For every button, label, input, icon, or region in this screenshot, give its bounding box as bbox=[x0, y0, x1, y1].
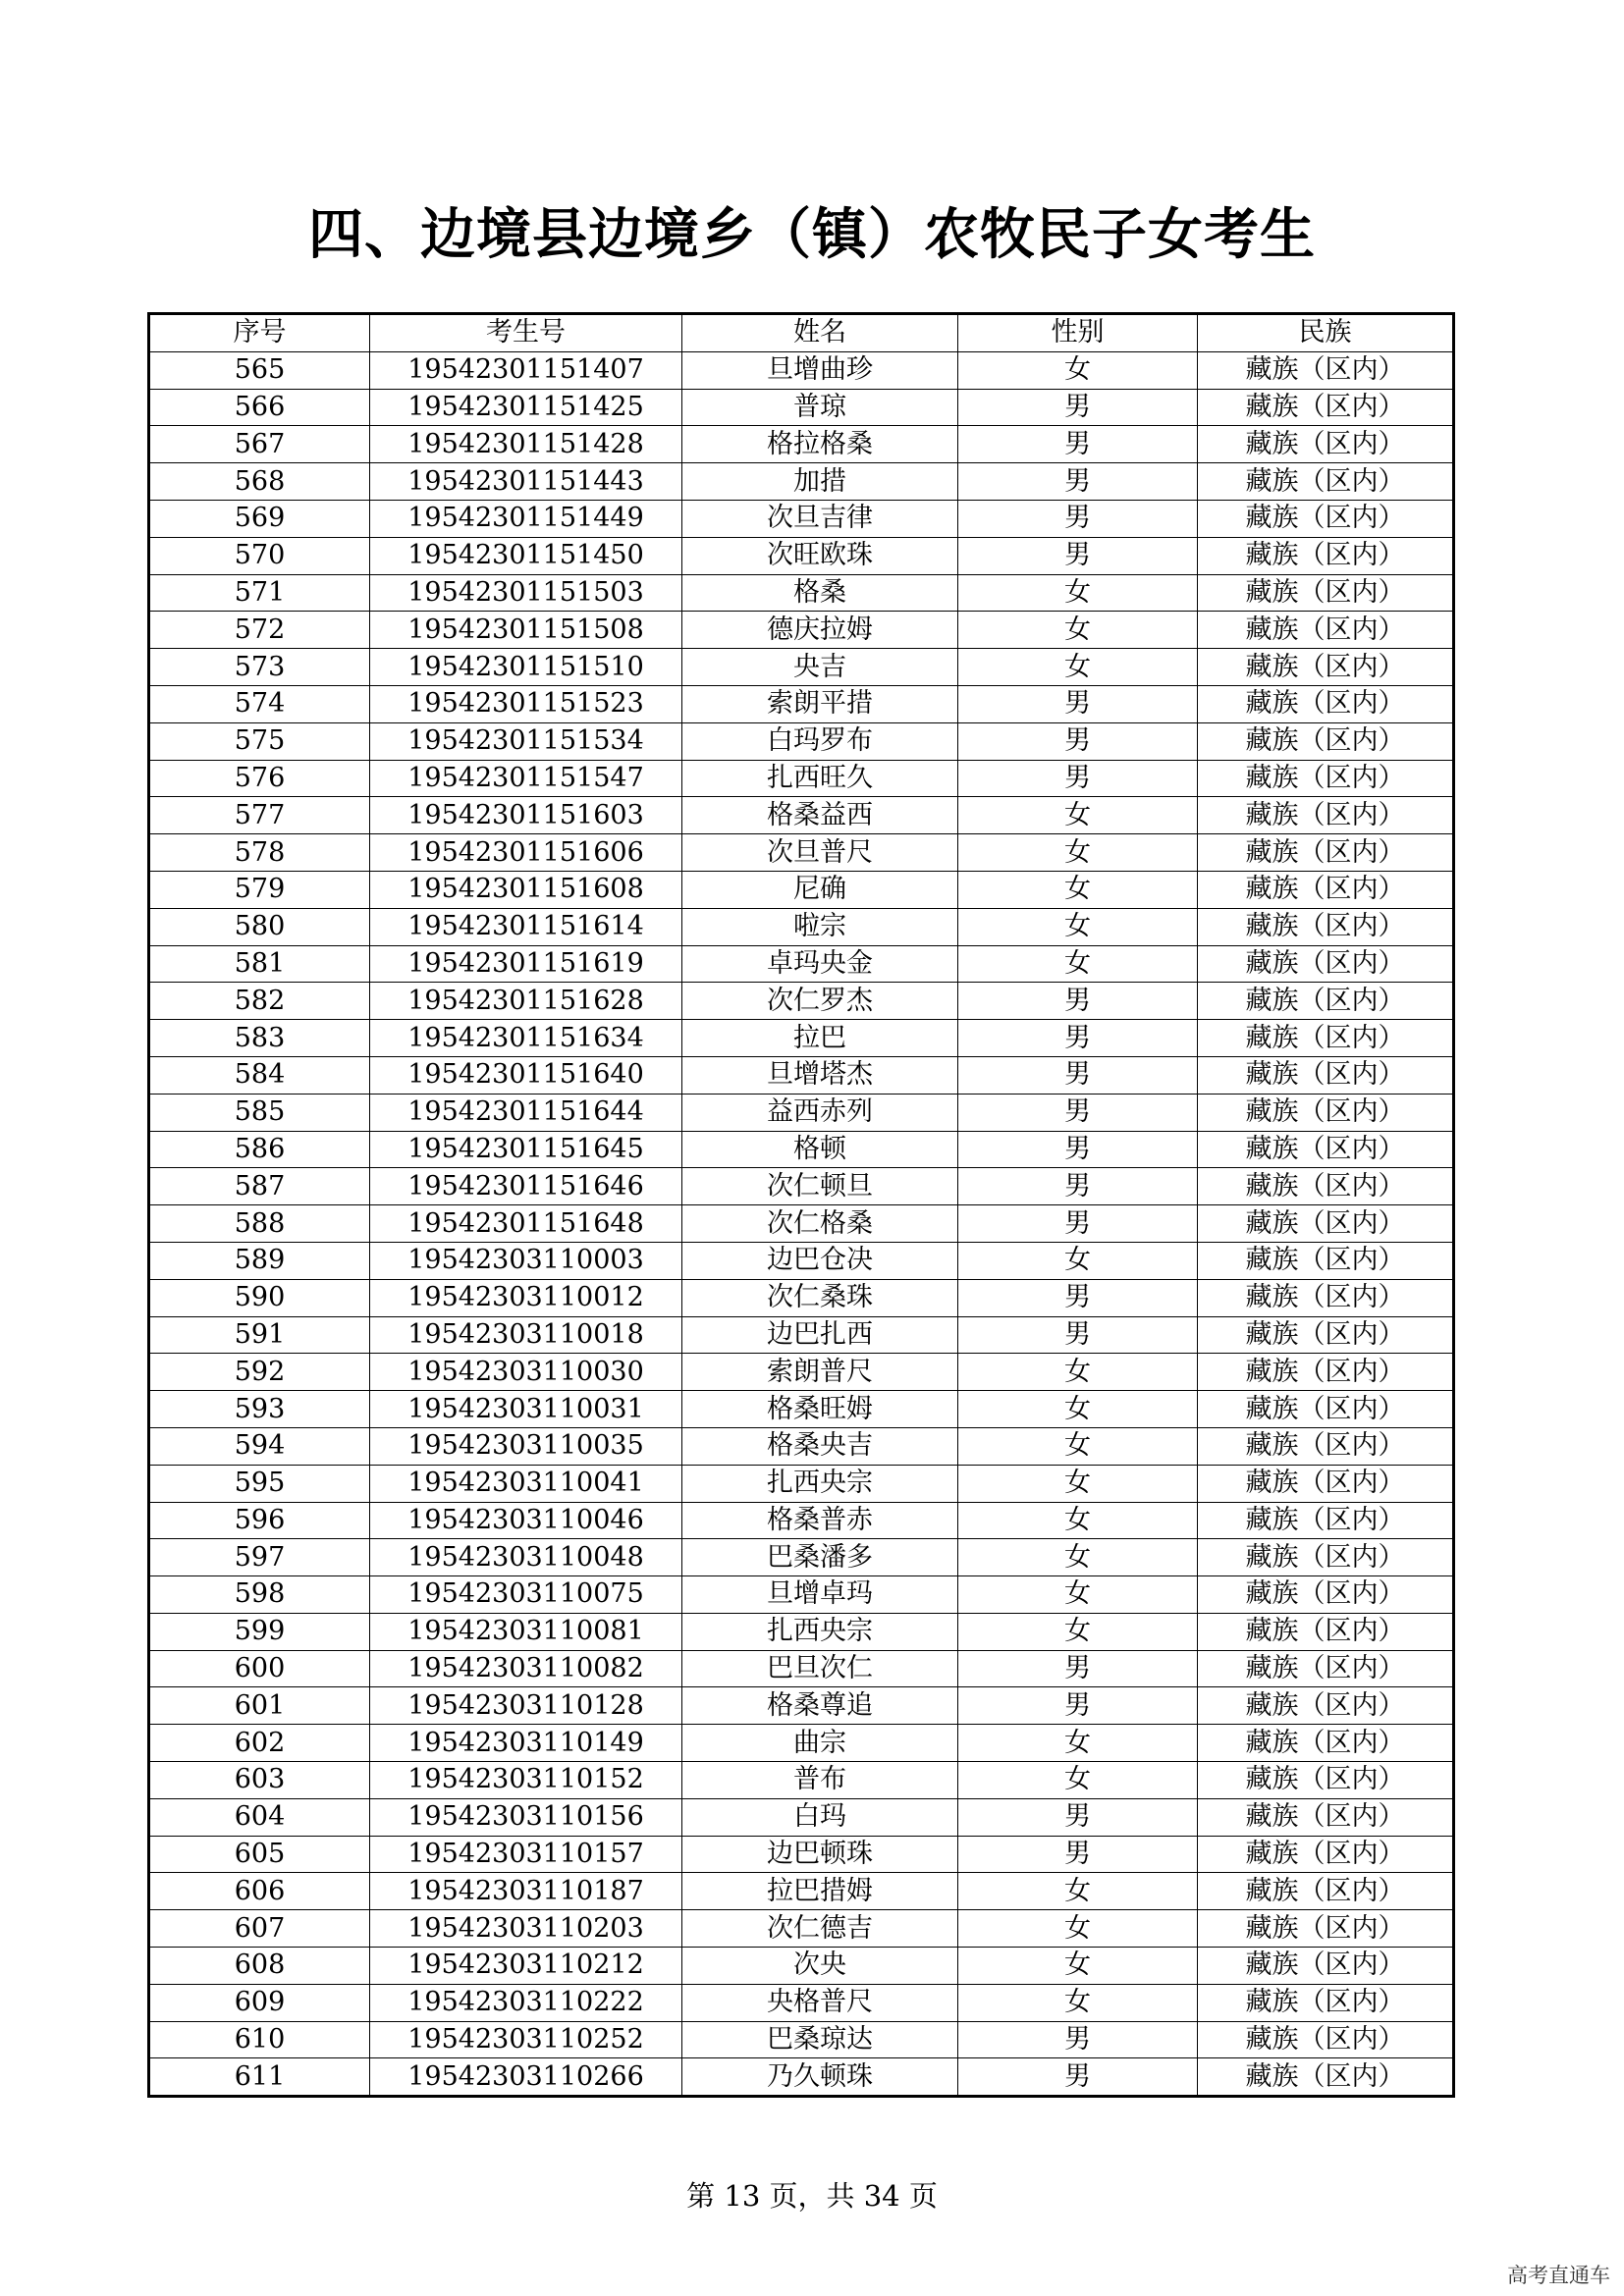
header-name: 姓名 bbox=[682, 314, 958, 352]
table-row bbox=[149, 1502, 1454, 1539]
cell-gender: 女 bbox=[958, 1984, 1198, 2021]
cell-ethnicity: 藏族（区内） bbox=[1198, 2058, 1454, 2097]
cell-serial: 599 bbox=[149, 1613, 370, 1650]
cell-ethnicity: 藏族（区内） bbox=[1198, 463, 1454, 501]
table-row bbox=[149, 537, 1454, 574]
cell-ethnicity: 藏族（区内） bbox=[1198, 1910, 1454, 1948]
cell-name: 扎西旺久 bbox=[682, 760, 958, 797]
cell-serial: 586 bbox=[149, 1131, 370, 1168]
cell-gender: 女 bbox=[958, 1613, 1198, 1650]
cell-ethnicity: 藏族（区内） bbox=[1198, 2021, 1454, 2058]
cell-gender: 女 bbox=[958, 1242, 1198, 1279]
table-row bbox=[149, 1427, 1454, 1465]
cell-name: 尼确 bbox=[682, 871, 958, 908]
cell-ethnicity: 藏族（区内） bbox=[1198, 1465, 1454, 1502]
cell-exam-number: 19542301151407 bbox=[370, 351, 682, 389]
cell-ethnicity: 藏族（区内） bbox=[1198, 722, 1454, 760]
cell-exam-number: 19542303110149 bbox=[370, 1725, 682, 1762]
cell-gender: 女 bbox=[958, 1576, 1198, 1614]
cell-exam-number: 19542303110203 bbox=[370, 1910, 682, 1948]
cell-exam-number: 19542303110035 bbox=[370, 1427, 682, 1465]
cell-exam-number: 19542301151648 bbox=[370, 1205, 682, 1243]
table-row bbox=[149, 1168, 1454, 1205]
cell-gender: 女 bbox=[958, 945, 1198, 983]
cell-gender: 女 bbox=[958, 351, 1198, 389]
cell-exam-number: 19542301151547 bbox=[370, 760, 682, 797]
cell-gender: 男 bbox=[958, 389, 1198, 426]
cell-gender: 男 bbox=[958, 426, 1198, 463]
table-row bbox=[149, 1910, 1454, 1948]
cell-gender: 女 bbox=[958, 1391, 1198, 1428]
cell-exam-number: 19542301151628 bbox=[370, 983, 682, 1020]
header-gender: 性别 bbox=[958, 314, 1198, 352]
cell-exam-number: 19542301151449 bbox=[370, 500, 682, 537]
table-row bbox=[149, 2058, 1454, 2097]
table-row bbox=[149, 463, 1454, 501]
cell-serial: 588 bbox=[149, 1205, 370, 1243]
cell-serial: 597 bbox=[149, 1539, 370, 1576]
cell-exam-number: 19542301151614 bbox=[370, 908, 682, 945]
cell-gender: 男 bbox=[958, 983, 1198, 1020]
cell-ethnicity: 藏族（区内） bbox=[1198, 1576, 1454, 1614]
cell-serial: 565 bbox=[149, 351, 370, 389]
cell-name: 次仁桑珠 bbox=[682, 1279, 958, 1316]
cell-serial: 587 bbox=[149, 1168, 370, 1205]
table-row bbox=[149, 983, 1454, 1020]
cell-gender: 男 bbox=[958, 722, 1198, 760]
cell-name: 次仁顿旦 bbox=[682, 1168, 958, 1205]
cell-exam-number: 19542303110081 bbox=[370, 1613, 682, 1650]
cell-gender: 男 bbox=[958, 1650, 1198, 1687]
cell-ethnicity: 藏族（区内） bbox=[1198, 1613, 1454, 1650]
cell-name: 格桑央吉 bbox=[682, 1427, 958, 1465]
header-exam-number: 考生号 bbox=[370, 314, 682, 352]
table-row bbox=[149, 649, 1454, 686]
table-row bbox=[149, 2021, 1454, 2058]
cell-serial: 611 bbox=[149, 2058, 370, 2097]
candidate-table bbox=[147, 312, 1455, 2098]
cell-ethnicity: 藏族（区内） bbox=[1198, 612, 1454, 649]
cell-name: 格桑尊追 bbox=[682, 1687, 958, 1725]
cell-ethnicity: 藏族（区内） bbox=[1198, 1836, 1454, 1873]
cell-serial: 578 bbox=[149, 834, 370, 872]
cell-name: 德庆拉姆 bbox=[682, 612, 958, 649]
cell-serial: 593 bbox=[149, 1391, 370, 1428]
cell-serial: 581 bbox=[149, 945, 370, 983]
cell-serial: 582 bbox=[149, 983, 370, 1020]
cell-name: 格顿 bbox=[682, 1131, 958, 1168]
cell-ethnicity: 藏族（区内） bbox=[1198, 1020, 1454, 1057]
cell-name: 曲宗 bbox=[682, 1725, 958, 1762]
cell-name: 边巴顿珠 bbox=[682, 1836, 958, 1873]
cell-ethnicity: 藏族（区内） bbox=[1198, 1354, 1454, 1391]
cell-name: 普琼 bbox=[682, 389, 958, 426]
cell-exam-number: 19542301151634 bbox=[370, 1020, 682, 1057]
cell-name: 格拉格桑 bbox=[682, 426, 958, 463]
table-row bbox=[149, 1242, 1454, 1279]
cell-name: 拉巴 bbox=[682, 1020, 958, 1057]
cell-serial: 568 bbox=[149, 463, 370, 501]
cell-exam-number: 19542301151508 bbox=[370, 612, 682, 649]
cell-name: 格桑 bbox=[682, 574, 958, 612]
cell-gender: 女 bbox=[958, 612, 1198, 649]
cell-gender: 女 bbox=[958, 1354, 1198, 1391]
cell-name: 次旦普尺 bbox=[682, 834, 958, 872]
cell-ethnicity: 藏族（区内） bbox=[1198, 1316, 1454, 1354]
cell-gender: 男 bbox=[958, 1205, 1198, 1243]
cell-ethnicity: 藏族（区内） bbox=[1198, 574, 1454, 612]
cell-ethnicity: 藏族（区内） bbox=[1198, 426, 1454, 463]
cell-serial: 606 bbox=[149, 1873, 370, 1910]
cell-name: 白玛罗布 bbox=[682, 722, 958, 760]
cell-name: 索朗普尺 bbox=[682, 1354, 958, 1391]
cell-name: 加措 bbox=[682, 463, 958, 501]
cell-serial: 569 bbox=[149, 500, 370, 537]
cell-serial: 567 bbox=[149, 426, 370, 463]
cell-gender: 男 bbox=[958, 1316, 1198, 1354]
cell-exam-number: 19542301151443 bbox=[370, 463, 682, 501]
cell-gender: 女 bbox=[958, 1725, 1198, 1762]
cell-serial: 573 bbox=[149, 649, 370, 686]
cell-name: 次央 bbox=[682, 1948, 958, 1985]
cell-name: 普布 bbox=[682, 1762, 958, 1799]
cell-gender: 男 bbox=[958, 1020, 1198, 1057]
cell-ethnicity: 藏族（区内） bbox=[1198, 351, 1454, 389]
cell-serial: 590 bbox=[149, 1279, 370, 1316]
cell-ethnicity: 藏族（区内） bbox=[1198, 537, 1454, 574]
cell-exam-number: 19542303110212 bbox=[370, 1948, 682, 1985]
cell-name: 扎西央宗 bbox=[682, 1613, 958, 1650]
cell-ethnicity: 藏族（区内） bbox=[1198, 1056, 1454, 1094]
cell-name: 次仁格桑 bbox=[682, 1205, 958, 1243]
cell-name: 旦增卓玛 bbox=[682, 1576, 958, 1614]
cell-exam-number: 19542303110018 bbox=[370, 1316, 682, 1354]
cell-serial: 604 bbox=[149, 1798, 370, 1836]
table-row bbox=[149, 1316, 1454, 1354]
table-row bbox=[149, 1613, 1454, 1650]
cell-ethnicity: 藏族（区内） bbox=[1198, 1762, 1454, 1799]
table-row bbox=[149, 1279, 1454, 1316]
cell-serial: 598 bbox=[149, 1576, 370, 1614]
cell-exam-number: 19542303110266 bbox=[370, 2058, 682, 2097]
cell-serial: 595 bbox=[149, 1465, 370, 1502]
cell-gender: 男 bbox=[958, 1094, 1198, 1131]
cell-serial: 566 bbox=[149, 389, 370, 426]
cell-serial: 580 bbox=[149, 908, 370, 945]
cell-serial: 572 bbox=[149, 612, 370, 649]
cell-serial: 602 bbox=[149, 1725, 370, 1762]
cell-ethnicity: 藏族（区内） bbox=[1198, 1687, 1454, 1725]
cell-exam-number: 19542301151645 bbox=[370, 1131, 682, 1168]
table-row bbox=[149, 1948, 1454, 1985]
table-row bbox=[149, 722, 1454, 760]
table-row bbox=[149, 1131, 1454, 1168]
table-row bbox=[149, 389, 1454, 426]
cell-gender: 女 bbox=[958, 871, 1198, 908]
cell-name: 次仁德吉 bbox=[682, 1910, 958, 1948]
table-row bbox=[149, 1539, 1454, 1576]
cell-serial: 605 bbox=[149, 1836, 370, 1873]
cell-ethnicity: 藏族（区内） bbox=[1198, 649, 1454, 686]
cell-gender: 男 bbox=[958, 2021, 1198, 2058]
cell-exam-number: 19542303110003 bbox=[370, 1242, 682, 1279]
cell-exam-number: 19542303110128 bbox=[370, 1687, 682, 1725]
table-row bbox=[149, 1762, 1454, 1799]
table-row bbox=[149, 1354, 1454, 1391]
table-row bbox=[149, 351, 1454, 389]
cell-gender: 男 bbox=[958, 685, 1198, 722]
table-row bbox=[149, 1205, 1454, 1243]
cell-serial: 576 bbox=[149, 760, 370, 797]
cell-serial: 601 bbox=[149, 1687, 370, 1725]
cell-name: 次旦吉律 bbox=[682, 500, 958, 537]
cell-gender: 男 bbox=[958, 2058, 1198, 2097]
table-row bbox=[149, 1798, 1454, 1836]
table-row bbox=[149, 685, 1454, 722]
cell-ethnicity: 藏族（区内） bbox=[1198, 685, 1454, 722]
cell-ethnicity: 藏族（区内） bbox=[1198, 1205, 1454, 1243]
cell-ethnicity: 藏族（区内） bbox=[1198, 797, 1454, 834]
cell-serial: 579 bbox=[149, 871, 370, 908]
cell-exam-number: 19542303110152 bbox=[370, 1762, 682, 1799]
cell-exam-number: 19542303110157 bbox=[370, 1836, 682, 1873]
cell-name: 旦增曲珍 bbox=[682, 351, 958, 389]
cell-ethnicity: 藏族（区内） bbox=[1198, 1539, 1454, 1576]
cell-ethnicity: 藏族（区内） bbox=[1198, 1984, 1454, 2021]
cell-exam-number: 19542301151608 bbox=[370, 871, 682, 908]
cell-name: 边巴仓决 bbox=[682, 1242, 958, 1279]
watermark: 高考直通车 bbox=[1507, 2264, 1610, 2287]
cell-gender: 男 bbox=[958, 1056, 1198, 1094]
cell-gender: 男 bbox=[958, 1168, 1198, 1205]
cell-gender: 女 bbox=[958, 1427, 1198, 1465]
cell-ethnicity: 藏族（区内） bbox=[1198, 389, 1454, 426]
cell-ethnicity: 藏族（区内） bbox=[1198, 871, 1454, 908]
table-row bbox=[149, 1725, 1454, 1762]
table-row bbox=[149, 1836, 1454, 1873]
cell-ethnicity: 藏族（区内） bbox=[1198, 1242, 1454, 1279]
cell-serial: 575 bbox=[149, 722, 370, 760]
cell-exam-number: 19542301151534 bbox=[370, 722, 682, 760]
cell-ethnicity: 藏族（区内） bbox=[1198, 908, 1454, 945]
cell-exam-number: 19542303110012 bbox=[370, 1279, 682, 1316]
cell-exam-number: 19542301151603 bbox=[370, 797, 682, 834]
cell-exam-number: 19542303110187 bbox=[370, 1873, 682, 1910]
cell-exam-number: 19542303110082 bbox=[370, 1650, 682, 1687]
cell-name: 格桑旺姆 bbox=[682, 1391, 958, 1428]
cell-name: 边巴扎西 bbox=[682, 1316, 958, 1354]
cell-ethnicity: 藏族（区内） bbox=[1198, 1725, 1454, 1762]
cell-serial: 592 bbox=[149, 1354, 370, 1391]
cell-gender: 女 bbox=[958, 1873, 1198, 1910]
cell-name: 次旺欧珠 bbox=[682, 537, 958, 574]
cell-exam-number: 19542301151510 bbox=[370, 649, 682, 686]
cell-name: 巴桑琼达 bbox=[682, 2021, 958, 2058]
cell-exam-number: 19542303110048 bbox=[370, 1539, 682, 1576]
header-serial: 序号 bbox=[149, 314, 370, 352]
cell-gender: 男 bbox=[958, 500, 1198, 537]
cell-serial: 584 bbox=[149, 1056, 370, 1094]
cell-serial: 583 bbox=[149, 1020, 370, 1057]
cell-gender: 男 bbox=[958, 537, 1198, 574]
cell-ethnicity: 藏族（区内） bbox=[1198, 1168, 1454, 1205]
cell-ethnicity: 藏族（区内） bbox=[1198, 1798, 1454, 1836]
table-row bbox=[149, 1391, 1454, 1428]
cell-ethnicity: 藏族（区内） bbox=[1198, 760, 1454, 797]
cell-ethnicity: 藏族（区内） bbox=[1198, 1650, 1454, 1687]
cell-serial: 585 bbox=[149, 1094, 370, 1131]
table-row bbox=[149, 1687, 1454, 1725]
cell-gender: 女 bbox=[958, 649, 1198, 686]
cell-serial: 594 bbox=[149, 1427, 370, 1465]
cell-gender: 女 bbox=[958, 834, 1198, 872]
cell-name: 益西赤列 bbox=[682, 1094, 958, 1131]
cell-exam-number: 19542303110041 bbox=[370, 1465, 682, 1502]
cell-serial: 591 bbox=[149, 1316, 370, 1354]
page-number: 第 13 页，共 34 页 bbox=[686, 2179, 938, 2213]
table-row bbox=[149, 1984, 1454, 2021]
cell-exam-number: 19542301151644 bbox=[370, 1094, 682, 1131]
table-row bbox=[149, 945, 1454, 983]
cell-serial: 609 bbox=[149, 1984, 370, 2021]
cell-name: 巴旦次仁 bbox=[682, 1650, 958, 1687]
cell-ethnicity: 藏族（区内） bbox=[1198, 1948, 1454, 1985]
cell-exam-number: 19542303110222 bbox=[370, 1984, 682, 2021]
cell-ethnicity: 藏族（区内） bbox=[1198, 983, 1454, 1020]
cell-ethnicity: 藏族（区内） bbox=[1198, 1279, 1454, 1316]
cell-gender: 男 bbox=[958, 1836, 1198, 1873]
cell-exam-number: 19542301151646 bbox=[370, 1168, 682, 1205]
cell-ethnicity: 藏族（区内） bbox=[1198, 500, 1454, 537]
cell-serial: 600 bbox=[149, 1650, 370, 1687]
table-row bbox=[149, 797, 1454, 834]
table-row bbox=[149, 1650, 1454, 1687]
cell-name: 格桑普赤 bbox=[682, 1502, 958, 1539]
table-row bbox=[149, 1465, 1454, 1502]
table-row bbox=[149, 500, 1454, 537]
table-row bbox=[149, 1873, 1454, 1910]
cell-exam-number: 19542301151425 bbox=[370, 389, 682, 426]
cell-gender: 女 bbox=[958, 1762, 1198, 1799]
cell-ethnicity: 藏族（区内） bbox=[1198, 1873, 1454, 1910]
table-header-row bbox=[149, 314, 1454, 352]
cell-gender: 女 bbox=[958, 574, 1198, 612]
table-row bbox=[149, 1576, 1454, 1614]
cell-name: 啦宗 bbox=[682, 908, 958, 945]
cell-exam-number: 19542303110031 bbox=[370, 1391, 682, 1428]
table-row bbox=[149, 834, 1454, 872]
cell-gender: 男 bbox=[958, 760, 1198, 797]
cell-gender: 男 bbox=[958, 463, 1198, 501]
cell-gender: 男 bbox=[958, 1131, 1198, 1168]
cell-exam-number: 19542303110030 bbox=[370, 1354, 682, 1391]
cell-exam-number: 19542301151450 bbox=[370, 537, 682, 574]
cell-gender: 女 bbox=[958, 1465, 1198, 1502]
cell-exam-number: 19542301151640 bbox=[370, 1056, 682, 1094]
cell-exam-number: 19542303110252 bbox=[370, 2021, 682, 2058]
cell-serial: 589 bbox=[149, 1242, 370, 1279]
cell-gender: 男 bbox=[958, 1279, 1198, 1316]
cell-serial: 608 bbox=[149, 1948, 370, 1985]
cell-name: 旦增塔杰 bbox=[682, 1056, 958, 1094]
cell-exam-number: 19542301151619 bbox=[370, 945, 682, 983]
cell-serial: 610 bbox=[149, 2021, 370, 2058]
cell-gender: 男 bbox=[958, 1687, 1198, 1725]
cell-serial: 574 bbox=[149, 685, 370, 722]
table-row bbox=[149, 612, 1454, 649]
cell-serial: 607 bbox=[149, 1910, 370, 1948]
table-row bbox=[149, 760, 1454, 797]
cell-ethnicity: 藏族（区内） bbox=[1198, 1391, 1454, 1428]
table-body bbox=[149, 351, 1454, 2096]
header-ethnicity: 民族 bbox=[1198, 314, 1454, 352]
cell-serial: 603 bbox=[149, 1762, 370, 1799]
cell-serial: 596 bbox=[149, 1502, 370, 1539]
cell-name: 央吉 bbox=[682, 649, 958, 686]
cell-name: 乃久顿珠 bbox=[682, 2058, 958, 2097]
cell-name: 次仁罗杰 bbox=[682, 983, 958, 1020]
cell-exam-number: 19542301151606 bbox=[370, 834, 682, 872]
table-row bbox=[149, 871, 1454, 908]
cell-ethnicity: 藏族（区内） bbox=[1198, 834, 1454, 872]
cell-ethnicity: 藏族（区内） bbox=[1198, 1131, 1454, 1168]
table-row bbox=[149, 1020, 1454, 1057]
cell-exam-number: 19542303110075 bbox=[370, 1576, 682, 1614]
cell-name: 巴桑潘多 bbox=[682, 1539, 958, 1576]
table-row bbox=[149, 908, 1454, 945]
cell-name: 白玛 bbox=[682, 1798, 958, 1836]
cell-exam-number: 19542301151428 bbox=[370, 426, 682, 463]
cell-gender: 女 bbox=[958, 1948, 1198, 1985]
cell-serial: 571 bbox=[149, 574, 370, 612]
cell-serial: 577 bbox=[149, 797, 370, 834]
cell-name: 格桑益西 bbox=[682, 797, 958, 834]
table-row bbox=[149, 574, 1454, 612]
cell-name: 扎西央宗 bbox=[682, 1465, 958, 1502]
table-row bbox=[149, 1056, 1454, 1094]
cell-exam-number: 19542303110156 bbox=[370, 1798, 682, 1836]
cell-serial: 570 bbox=[149, 537, 370, 574]
cell-gender: 女 bbox=[958, 1502, 1198, 1539]
cell-ethnicity: 藏族（区内） bbox=[1198, 1094, 1454, 1131]
cell-gender: 女 bbox=[958, 1539, 1198, 1576]
cell-exam-number: 19542301151503 bbox=[370, 574, 682, 612]
cell-name: 卓玛央金 bbox=[682, 945, 958, 983]
cell-name: 央格普尺 bbox=[682, 1984, 958, 2021]
cell-ethnicity: 藏族（区内） bbox=[1198, 945, 1454, 983]
cell-exam-number: 19542301151523 bbox=[370, 685, 682, 722]
table-row bbox=[149, 1094, 1454, 1131]
cell-ethnicity: 藏族（区内） bbox=[1198, 1502, 1454, 1539]
cell-name: 索朗平措 bbox=[682, 685, 958, 722]
page-title: 四、边境县边境乡（镇）农牧民子女考生 bbox=[308, 203, 1316, 267]
cell-exam-number: 19542303110046 bbox=[370, 1502, 682, 1539]
cell-gender: 女 bbox=[958, 908, 1198, 945]
cell-gender: 女 bbox=[958, 1910, 1198, 1948]
cell-ethnicity: 藏族（区内） bbox=[1198, 1427, 1454, 1465]
table-row bbox=[149, 426, 1454, 463]
cell-gender: 女 bbox=[958, 797, 1198, 834]
cell-name: 拉巴措姆 bbox=[682, 1873, 958, 1910]
cell-gender: 男 bbox=[958, 1798, 1198, 1836]
